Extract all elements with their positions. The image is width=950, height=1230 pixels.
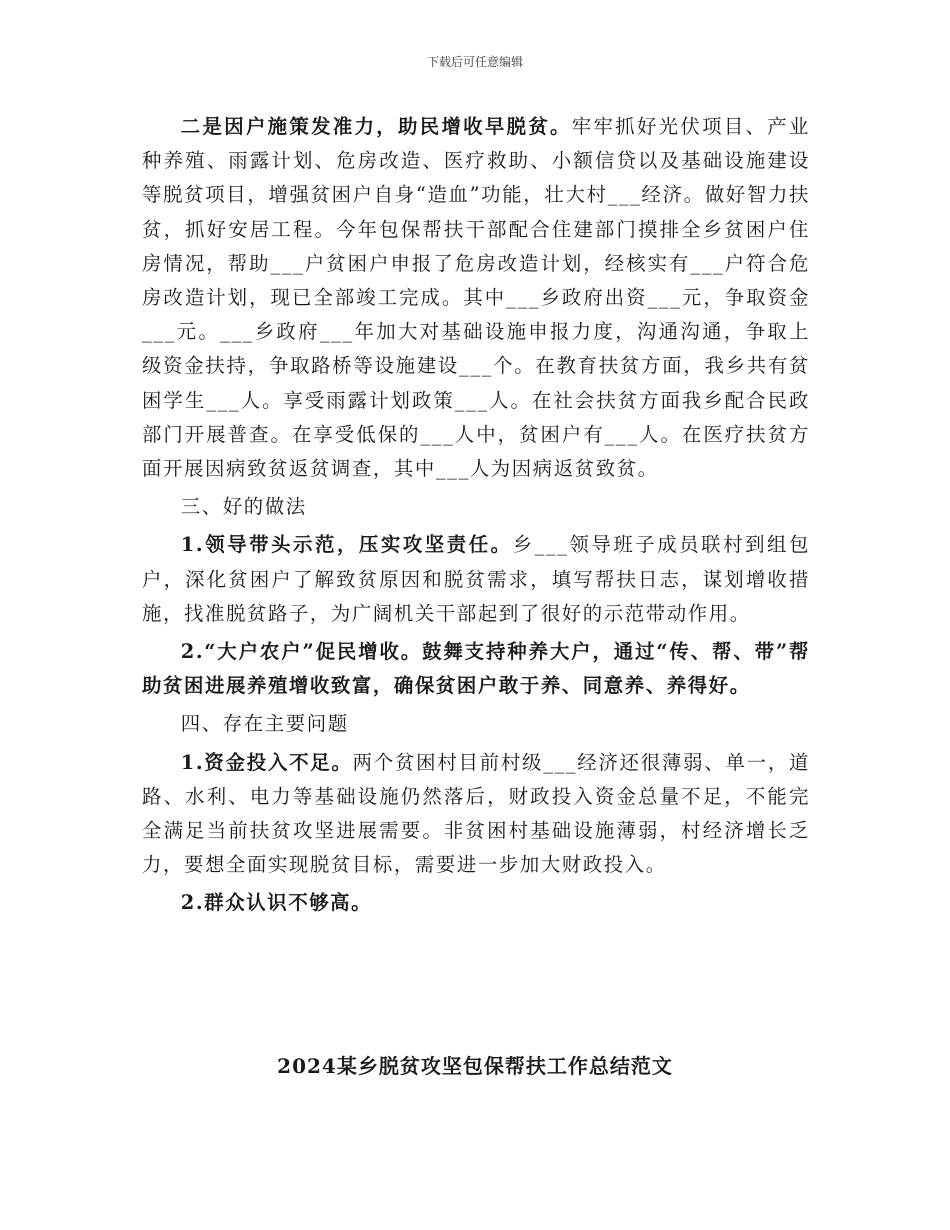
page-header: 下载后可任意编辑 — [426, 55, 523, 69]
paragraph-lead: 1.领导带头示范，压实攻坚责任。 — [180, 533, 513, 557]
paragraph-poverty-measures — [142, 110, 810, 486]
paragraph-awareness: 2.群众认识不够高。 — [180, 891, 373, 915]
paragraph-lead: 二是因户施策发准力，助民增收早脱贫。 — [180, 115, 572, 138]
paragraph-text: 牢牢抓好光伏项目、产业种养殖、雨露计划、危房改造、医疗救助、小额信贷以及基础设施建设等脱贫项目，增强贫困户自身“造血”功能，壮大村___经济。做好智力扶贫，抓好安居工程。今年包保帮扶干部配合住建部门摸排全乡贫困户住房情况，帮助___户贫困户申报了危房改造计划，经核实有___户符合危房改造计划，现已全部竣工完成。其中___乡政府出资___元，争取资金___元。___乡政府___年加大对基础设施申报力度，沟通沟通，争取上级资金扶持，争取路桥等设施建设___个。在教育扶贫方面，我乡共有贫困学生___人。享受雨露计划政策___人。在社会扶贫方面我乡配合民政部门开展普查。在享受低保的___人中，贫困户有___人。在医疗扶贫方面开展因病致贫返贫调查，其中___人为因病返贫致贫。 — [142, 115, 810, 481]
document-body — [142, 110, 810, 921]
paragraph-text: 乡___领导班子成员联村到组包户，深化贫困户了解致贫原因和脱贫需求，填写帮扶日志，谋划增收措施，找准脱贫路子，为广阔机关干部起到了很好的示范带动作用。 — [142, 533, 811, 625]
paragraph-large-farmers: 2.“大户农户”促民增收。鼓舞支持种养大户，通过“传、帮、带”帮助贫困进展养殖增收致富，确保贫困户敢于养、同意养、养得好。 — [142, 640, 810, 698]
paragraph-leadership — [142, 528, 810, 631]
paragraph-text: 两个贫困村目前村级___经济还很薄弱、单一，道路、水利、电力等基础设施仍然落后，财政投入资金总量不足，不能完全满足当前扶贫攻坚进展需要。非贫困村基础设施薄弱，村经济增长乏力，要想全面实现脱贫目标，需要进一步加大财政投入。 — [142, 750, 810, 877]
section-heading-main-problems: 四、存在主要问题 — [180, 712, 349, 736]
section-heading-good-practices: 三、好的做法 — [180, 495, 307, 519]
document-title: 2024某乡脱贫攻坚包保帮扶工作总结范文 — [277, 1054, 673, 1078]
paragraph-lead: 1.资金投入不足。 — [180, 750, 353, 774]
paragraph-funding — [142, 746, 810, 883]
